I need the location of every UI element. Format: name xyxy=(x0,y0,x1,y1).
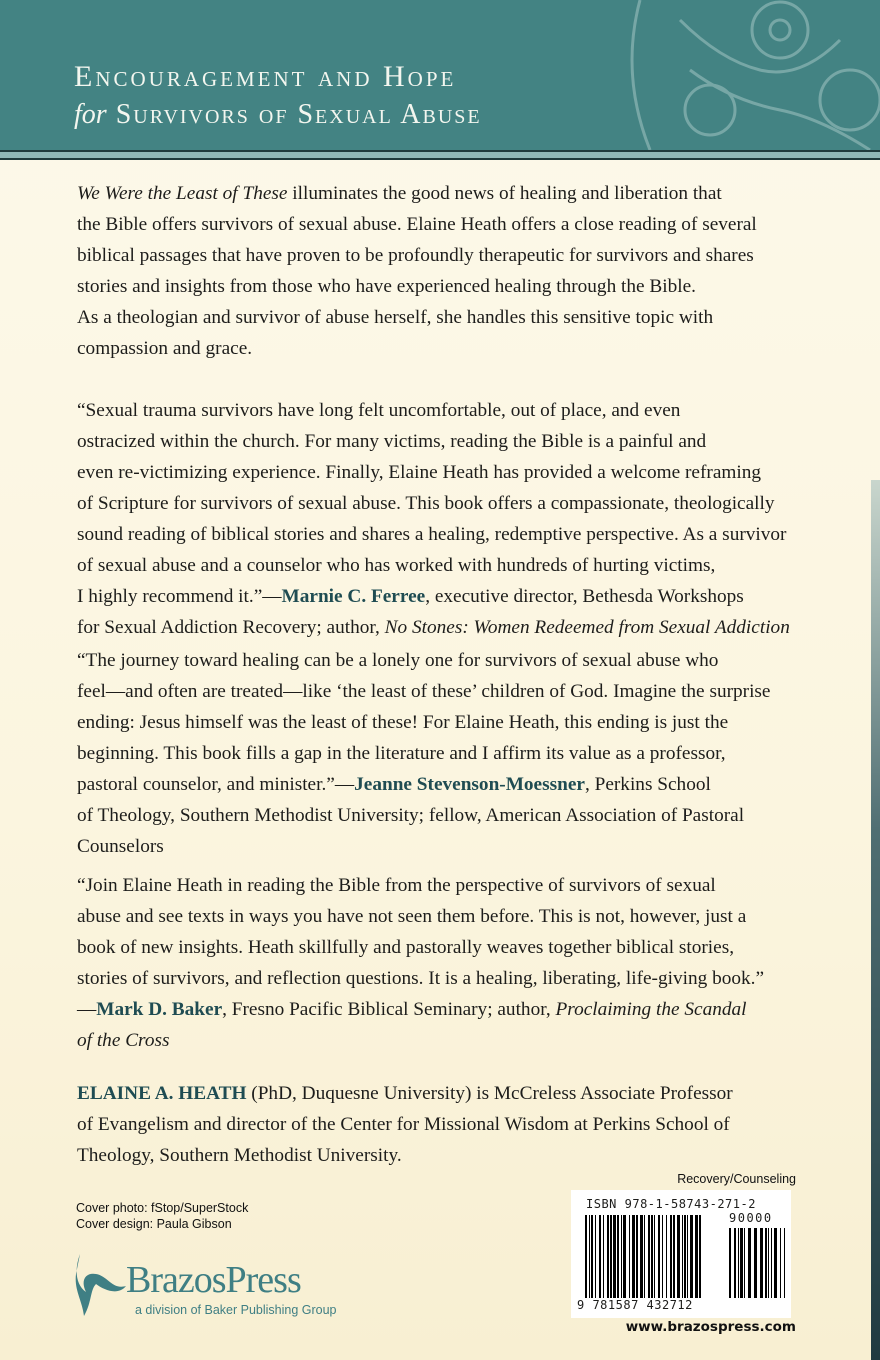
barcode-bar xyxy=(690,1215,693,1298)
text-segment: ending: Jesus himself was the least of these! For Elaine Heath, this ending is just the xyxy=(77,712,729,733)
text-line xyxy=(77,831,770,862)
barcode-bar xyxy=(670,1215,672,1298)
barcode-bar xyxy=(768,1228,769,1298)
barcode-bar xyxy=(748,1228,751,1298)
header-title-line2 xyxy=(74,99,482,131)
barcode-bar xyxy=(738,1228,739,1298)
text-segment: the Bible offers survivors of sexual abuse. Elaine Heath offers a close reading of several xyxy=(77,214,757,235)
text-segment: of Evangelism and director of the Center for Missional Wisdom at Perkins School of xyxy=(77,1114,730,1135)
barcode-bar xyxy=(613,1215,616,1298)
publisher-name: BrazosPress xyxy=(126,1259,301,1301)
text-segment: illuminates the good news of healing and liberation that xyxy=(292,183,722,204)
barcode-bar xyxy=(610,1215,612,1298)
price-code: 90000 xyxy=(729,1211,773,1225)
text-line xyxy=(77,800,770,831)
text-segment: ostracized within the church. For many victims, reading the Bible is a painful and xyxy=(77,431,707,452)
text-segment: beginning. This book fills a gap in the literature and I affirm its value as a professor, xyxy=(77,743,726,764)
isbn-barcode xyxy=(571,1190,791,1318)
text-segment: book of new insights. Heath skillfully and pastorally weaves together biblical stories, xyxy=(77,937,735,958)
barcode-bar xyxy=(662,1215,663,1298)
header-title-line1: Encouragement and Hope xyxy=(74,60,457,93)
barcode-bar xyxy=(765,1228,767,1298)
text-line xyxy=(77,676,770,707)
barcode-bar xyxy=(687,1215,688,1298)
barcode-bar xyxy=(754,1228,757,1298)
barcode-bar xyxy=(644,1215,645,1298)
barcode-bar xyxy=(658,1215,660,1298)
barcode-bar xyxy=(774,1228,777,1298)
isbn-text: ISBN 978-1-58743-271-2 xyxy=(586,1197,756,1211)
barcode-bar xyxy=(636,1215,638,1298)
text-segment: Theology, Southern Methodist University. xyxy=(77,1145,402,1166)
barcode-bar xyxy=(760,1228,763,1298)
italic-title: We Were the Least of These xyxy=(77,183,288,204)
text-line xyxy=(77,457,790,488)
barcode-bar xyxy=(734,1228,736,1298)
italic-title: No Stones: Women Redeemed from Sexual Addiction xyxy=(384,617,790,638)
text-segment: biblical passages that have proven to be profoundly therapeutic for survivors and shares xyxy=(77,245,754,266)
design-credit: Cover design: Paula Gibson xyxy=(76,1217,232,1231)
text-line xyxy=(77,271,757,302)
text-segment: , Fresno Pacific Biblical Seminary; author, xyxy=(222,999,556,1020)
floral-ornament-icon xyxy=(620,0,880,150)
barcode-bar xyxy=(621,1215,622,1298)
text-segment: Counselors xyxy=(77,836,164,857)
paragraph xyxy=(77,178,757,364)
publisher-logo xyxy=(72,1250,337,1325)
barcode-bar xyxy=(780,1228,781,1298)
text-line xyxy=(77,209,757,240)
text-segment: “Join Elaine Heath in reading the Bible from the perspective of survivors of sexual xyxy=(77,875,716,896)
text-line xyxy=(77,178,757,209)
barcode-bar xyxy=(699,1215,701,1298)
barcode-bar xyxy=(617,1215,619,1298)
text-line xyxy=(77,738,770,769)
text-line xyxy=(77,488,790,519)
header-for: for xyxy=(74,99,107,130)
italic-title: Proclaiming the Scandal xyxy=(555,999,747,1020)
text-segment: stories of survivors, and reflection questions. It is a healing, liberating, life-giving book.” xyxy=(77,968,765,989)
barcode-bar xyxy=(695,1215,698,1298)
text-line xyxy=(77,870,764,901)
header-band xyxy=(0,0,880,150)
barcode-bar xyxy=(654,1215,655,1298)
barcode-bar xyxy=(640,1215,643,1298)
barcode-bar xyxy=(585,1215,587,1298)
barcode-bar xyxy=(682,1215,683,1298)
barcode-bar xyxy=(632,1215,635,1298)
barcode-bar xyxy=(629,1215,630,1298)
website: www.brazospress.com xyxy=(625,1319,796,1335)
barcode-bar xyxy=(623,1215,626,1298)
barcode-bar xyxy=(673,1215,675,1298)
barcode-number: 9 781587 432712 xyxy=(577,1298,693,1312)
text-segment: “The journey toward healing can be a lonely one for survivors of sexual abuse who xyxy=(77,650,719,671)
author-name: Jeanne Stevenson-Moessner xyxy=(354,774,585,795)
text-line xyxy=(77,550,790,581)
text-segment: (PhD, Duquesne University) is McCreless Associate Professor xyxy=(246,1083,733,1104)
text-line xyxy=(77,1140,733,1171)
brazos-wave-icon xyxy=(72,1250,128,1320)
text-segment: sound reading of biblical stories and shares a healing, redemptive perspective. As a survivor xyxy=(77,524,787,545)
author-name: Marnie C. Ferree xyxy=(281,586,426,607)
text-line xyxy=(77,645,770,676)
text-segment: , Perkins School xyxy=(584,774,711,795)
barcode-bar xyxy=(599,1215,601,1298)
text-segment: compassion and grace. xyxy=(77,338,253,359)
barcode-bar xyxy=(666,1215,667,1298)
text-segment: of Theology, Southern Methodist University; fellow, American Association of Pastoral xyxy=(77,805,745,826)
barcode-bar xyxy=(651,1215,653,1298)
text-line xyxy=(77,707,770,738)
text-segment: abuse and see texts in ways you have not seen them before. This is not, however, just a xyxy=(77,906,747,927)
text-line xyxy=(77,1025,764,1056)
barcode-bar xyxy=(677,1215,680,1298)
text-segment: , executive director, Bethesda Workshops xyxy=(425,586,744,607)
barcode-bar xyxy=(740,1228,743,1298)
barcode-bar xyxy=(684,1215,686,1298)
paragraph xyxy=(77,645,770,862)
text-line xyxy=(77,901,764,932)
barcode-bar xyxy=(784,1228,785,1298)
divider xyxy=(0,158,880,160)
publisher-division: a division of Baker Publishing Group xyxy=(135,1303,337,1317)
paragraph xyxy=(77,395,790,643)
paragraph xyxy=(77,1078,733,1171)
italic-title: of the Cross xyxy=(77,1030,170,1051)
text-segment: of sexual abuse and a counselor who has worked with hundreds of hurting victims, xyxy=(77,555,716,576)
text-line xyxy=(77,1078,733,1109)
author-name: ELAINE A. HEATH xyxy=(77,1083,247,1104)
barcode-bar xyxy=(591,1215,593,1298)
category-label: Recovery/Counseling xyxy=(677,1172,796,1186)
text-line xyxy=(77,994,764,1025)
text-line xyxy=(77,426,790,457)
photo-credit: Cover photo: fStop/SuperStock xyxy=(76,1201,249,1215)
photo-edge xyxy=(871,480,880,1360)
text-segment: feel—and often are treated—like ‘the least of these’ children of God. Imagine the surprise xyxy=(77,681,771,702)
text-segment: — xyxy=(77,999,97,1020)
text-line xyxy=(77,302,757,333)
text-segment: even re-victimizing experience. Finally, Elaine Heath has provided a welcome reframing xyxy=(77,462,762,483)
header-subtitle: Survivors of Sexual Abuse xyxy=(115,99,482,130)
barcode-bar xyxy=(744,1228,745,1298)
author-name: Mark D. Baker xyxy=(96,999,223,1020)
text-segment: pastoral counselor, and minister.”— xyxy=(77,774,355,795)
barcode-bar xyxy=(729,1228,731,1298)
text-segment: “Sexual trauma survivors have long felt uncomfortable, out of place, and even xyxy=(77,400,681,421)
barcode-bar xyxy=(607,1215,609,1298)
text-segment: of Scripture for survivors of sexual abuse. This book offers a compassionate, theologically xyxy=(77,493,775,514)
text-segment: for Sexual Addiction Recovery; author, xyxy=(77,617,385,638)
text-line xyxy=(77,963,764,994)
text-segment: stories and insights from those who have experienced healing through the Bible. xyxy=(77,276,696,297)
text-line xyxy=(77,519,790,550)
text-line xyxy=(77,1109,733,1140)
text-line xyxy=(77,769,770,800)
barcode-bar xyxy=(648,1215,650,1298)
text-segment: As a theologian and survivor of abuse herself, she handles this sensitive topic with xyxy=(77,307,714,328)
barcode-bar xyxy=(771,1228,772,1298)
text-line xyxy=(77,333,757,364)
barcode-bar xyxy=(589,1215,590,1298)
paragraph xyxy=(77,870,764,1056)
text-line xyxy=(77,240,757,271)
text-line xyxy=(77,395,790,426)
text-segment: I highly recommend it.”— xyxy=(77,586,282,607)
barcode-bar xyxy=(603,1215,604,1298)
text-line xyxy=(77,581,790,612)
text-line xyxy=(77,612,790,643)
text-line xyxy=(77,932,764,963)
barcode-bar xyxy=(595,1215,596,1298)
